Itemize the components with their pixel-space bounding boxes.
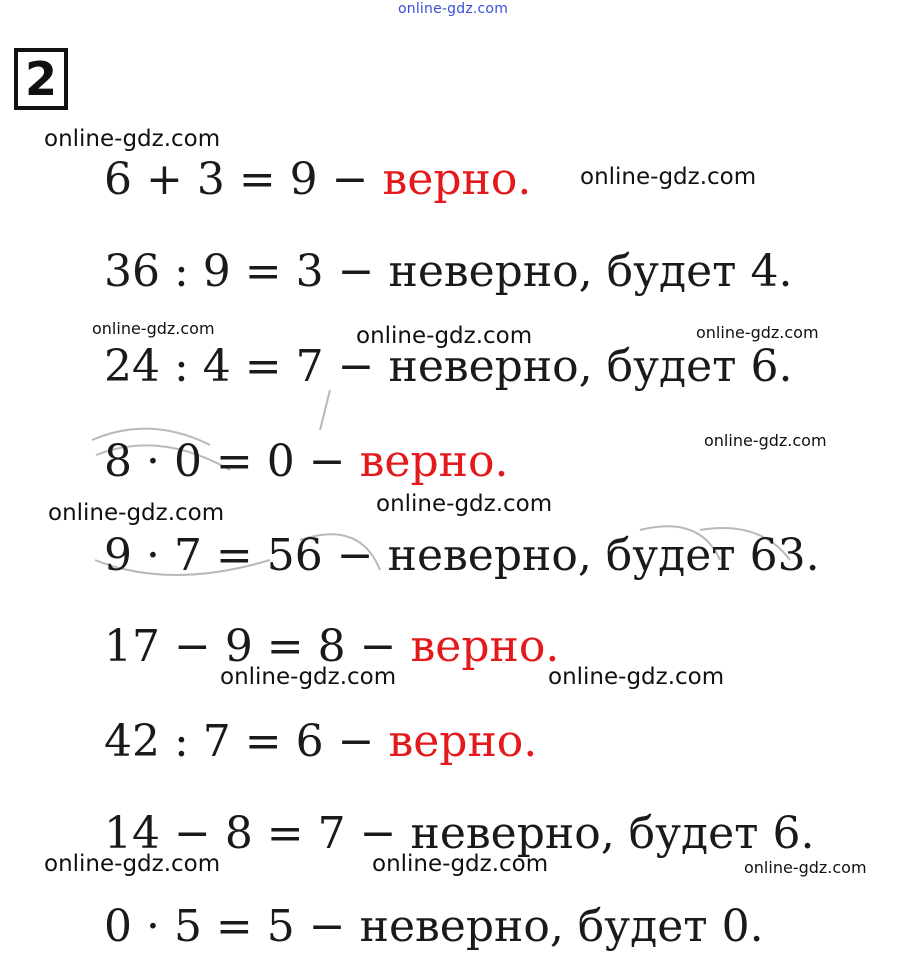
equation-expression: 6 + 3 = 9	[104, 154, 318, 205]
equation-expression: 17 − 9 = 8	[104, 621, 346, 672]
equation-expression: 42 : 7 = 6	[104, 716, 324, 767]
equation-verdict: неверно, будет 6.	[388, 341, 793, 392]
equation-dash: −	[308, 436, 346, 487]
equation-expression: 14 − 8 = 7	[104, 808, 346, 859]
equation-verdict: неверно, будет 6.	[410, 808, 815, 859]
equation-expression: 9 · 7 = 56	[104, 530, 323, 581]
equation-dash: −	[337, 246, 375, 297]
task-number-box	[14, 48, 68, 110]
equation-dash: −	[359, 808, 397, 859]
watermark: online-gdz.com	[704, 431, 827, 450]
task-number: 2	[24, 52, 57, 106]
equation-dash: −	[359, 621, 397, 672]
equation-verdict: верно.	[410, 621, 560, 672]
equation-dash: −	[337, 341, 375, 392]
equation-line-4	[104, 436, 509, 487]
equation-line-6	[104, 621, 560, 672]
watermark: online-gdz.com	[580, 164, 757, 190]
equation-expression: 0 · 5 = 5	[104, 901, 295, 952]
equation-line-9	[104, 901, 764, 952]
equation-dash: −	[336, 530, 374, 581]
equation-dash: −	[308, 901, 346, 952]
equation-verdict: верно.	[388, 716, 538, 767]
watermark: online-gdz.com	[92, 319, 215, 338]
equation-expression: 8 · 0 = 0	[104, 436, 295, 487]
equation-dash: −	[337, 716, 375, 767]
watermark: online-gdz.com	[376, 491, 553, 517]
watermark: online-gdz.com	[696, 323, 819, 342]
equation-line-2	[104, 246, 793, 297]
equation-verdict: верно.	[359, 436, 509, 487]
equation-line-5	[104, 530, 820, 581]
equation-expression: 36 : 9 = 3	[104, 246, 324, 297]
watermark: online-gdz.com	[44, 851, 221, 877]
equation-dash: −	[331, 154, 369, 205]
watermark: online-gdz.com	[356, 323, 533, 349]
watermark: online-gdz.com	[44, 126, 221, 152]
equation-verdict: верно.	[382, 154, 532, 205]
equation-line-8	[104, 808, 815, 859]
equation-line-7	[104, 716, 538, 767]
watermark: online-gdz.com	[48, 500, 225, 526]
watermark: online-gdz.com	[548, 664, 725, 690]
top-watermark: online-gdz.com	[398, 1, 509, 17]
watermark: online-gdz.com	[744, 858, 867, 877]
watermark: online-gdz.com	[372, 851, 549, 877]
equation-line-1	[104, 154, 532, 205]
equation-line-3	[104, 341, 793, 392]
watermark: online-gdz.com	[220, 664, 397, 690]
equation-verdict: неверно, будет 4.	[388, 246, 793, 297]
equation-verdict: неверно, будет 0.	[359, 901, 764, 952]
equation-expression: 24 : 4 = 7	[104, 341, 324, 392]
equation-verdict: неверно, будет 63.	[387, 530, 820, 581]
